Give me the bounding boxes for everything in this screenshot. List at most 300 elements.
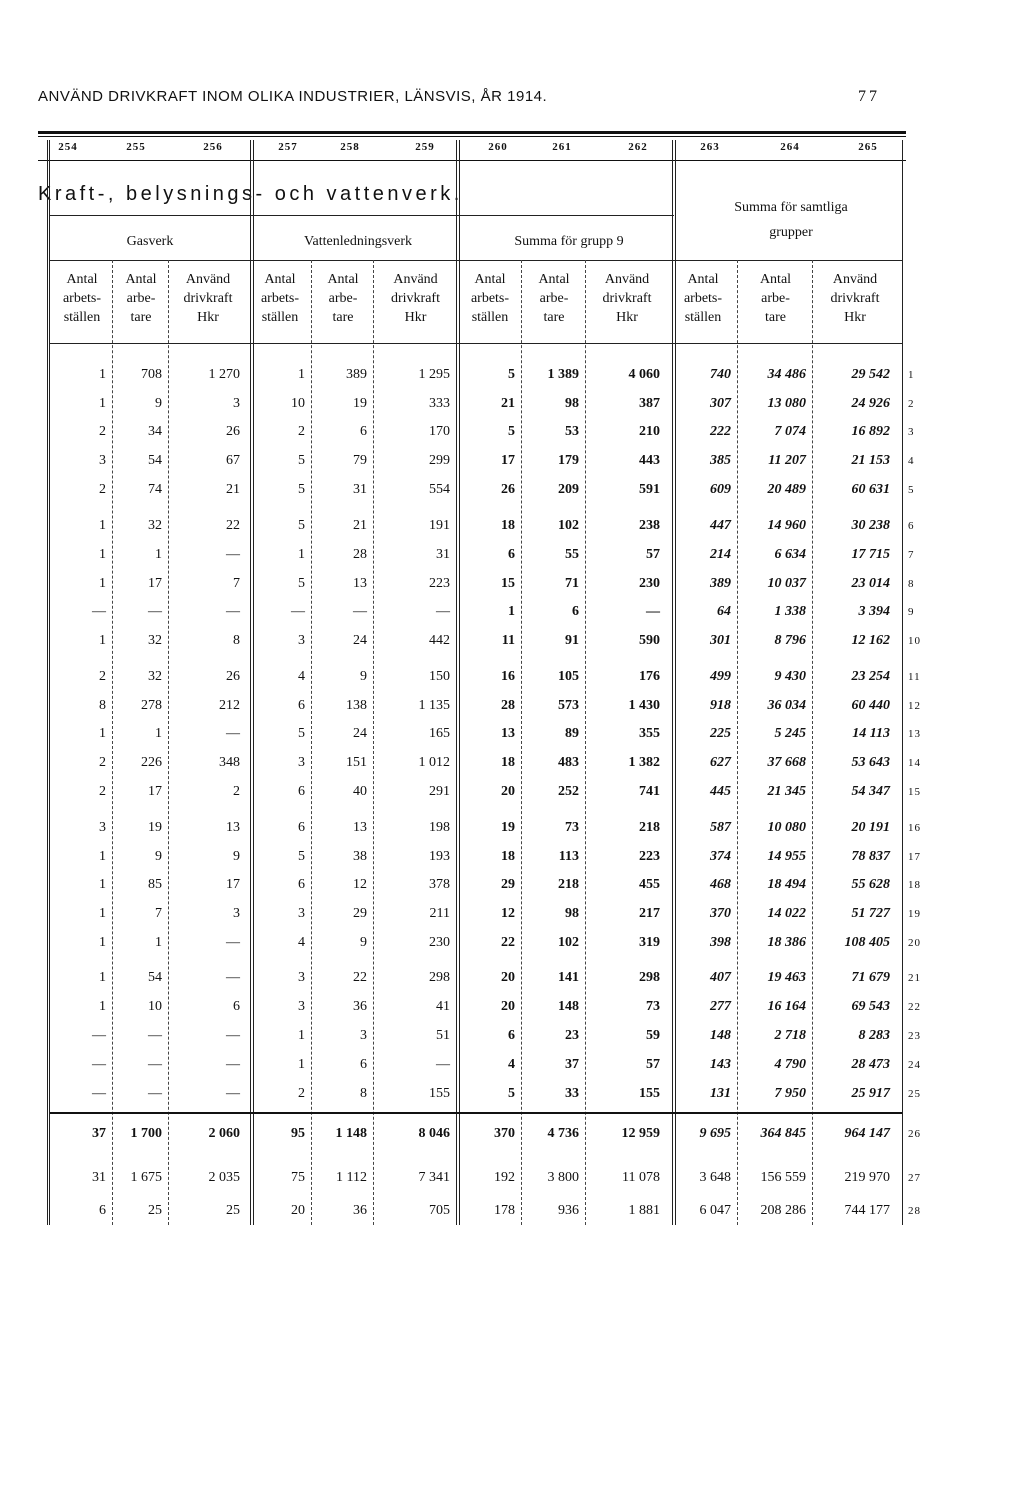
table-cell: 89	[565, 726, 579, 741]
table-cell: —	[92, 1057, 106, 1072]
table-cell: 13	[353, 820, 367, 835]
column-header	[313, 270, 373, 327]
table-cell: 20 191	[851, 820, 890, 835]
table-cell: 55 628	[851, 877, 890, 892]
table-cell: 53	[565, 424, 579, 439]
table-cell: 8	[233, 633, 240, 648]
table-cell: 5	[508, 367, 515, 382]
column-header-line: Använd	[604, 272, 650, 287]
table-cell: 170	[429, 424, 450, 439]
table-cell: 319	[639, 935, 660, 950]
table-cell: 1	[99, 367, 106, 382]
table-cell: —	[92, 1028, 106, 1043]
table-cell: 12 959	[621, 1126, 660, 1141]
column-header-line: Antal	[327, 272, 359, 287]
table-cell: 155	[429, 1086, 450, 1101]
table-cell: 9 430	[774, 669, 806, 684]
table-cell: 179	[558, 453, 579, 468]
table-cell: 278	[141, 698, 162, 713]
table-cell: 59	[646, 1028, 660, 1043]
table-cell: 5	[298, 849, 305, 864]
table-cell: —	[226, 604, 240, 619]
table-cell: —	[92, 604, 106, 619]
colnum: 260	[488, 141, 508, 153]
row-number: 15	[908, 786, 921, 798]
table-cell: 71 679	[851, 970, 890, 985]
table-cell: 238	[639, 518, 660, 533]
table-cell: 37	[565, 1057, 579, 1072]
table-cell: —	[436, 604, 450, 619]
table-cell: 3	[99, 820, 106, 835]
row-number: 19	[908, 908, 921, 920]
table-cell: 378	[429, 877, 450, 892]
table-cell: 14 022	[767, 906, 806, 921]
table-cell: 25	[226, 1203, 240, 1218]
table-cell: 1 135	[418, 698, 450, 713]
column-header-line: Använd	[185, 272, 231, 287]
table-cell: 28	[353, 547, 367, 562]
table-cell: 57	[646, 547, 660, 562]
table-cell: 2	[233, 784, 240, 799]
table-cell: 6	[360, 424, 367, 439]
table-cell: 24	[353, 726, 367, 741]
table-cell: 150	[429, 669, 450, 684]
table-cell: 69 543	[851, 999, 890, 1014]
table-cell: —	[226, 970, 240, 985]
table-cell: 4 736	[547, 1126, 579, 1141]
table-cell: 21 345	[767, 784, 806, 799]
table-cell: 3	[298, 755, 305, 770]
table-cell: 29	[501, 877, 515, 892]
row-number: 18	[908, 879, 921, 891]
table-cell: 2	[298, 1086, 305, 1101]
colnum: 255	[126, 141, 146, 153]
table-cell: 1 700	[130, 1126, 162, 1141]
table-cell: 16	[501, 669, 515, 684]
table-cell: 178	[494, 1203, 515, 1218]
table-cell: 148	[710, 1028, 731, 1043]
column-header-line: arbe-	[539, 291, 569, 306]
table-cell: 7	[155, 906, 162, 921]
colnum: 262	[628, 141, 648, 153]
table-cell: 7 074	[774, 424, 806, 439]
table-cell: 30 238	[851, 518, 890, 533]
column-header-line: Antal	[538, 272, 570, 287]
column-header-line: Antal	[264, 272, 296, 287]
table-cell: 74	[148, 482, 162, 497]
table-cell: 16 164	[767, 999, 806, 1014]
table-cell: 9	[155, 849, 162, 864]
table-cell: 3	[298, 970, 305, 985]
column-header	[170, 270, 246, 327]
totals-rule	[50, 1112, 902, 1114]
table-cell: 627	[710, 755, 731, 770]
colnum: 254	[58, 141, 78, 153]
table-cell: 587	[710, 820, 731, 835]
table-cell: 131	[710, 1086, 731, 1101]
table-cell: 37	[92, 1126, 106, 1141]
table-cell: 4 060	[628, 367, 660, 382]
table-cell: —	[148, 1028, 162, 1043]
table-cell: 22	[226, 518, 240, 533]
table-cell: 20	[501, 999, 515, 1014]
table-cell: 3	[233, 906, 240, 921]
table-cell: 8	[99, 698, 106, 713]
column-header	[588, 270, 666, 327]
table-cell: 389	[710, 576, 731, 591]
page-number: 77	[858, 88, 880, 105]
table-cell: 1 012	[418, 755, 450, 770]
table-cell: 31	[353, 482, 367, 497]
table-cell: 230	[639, 576, 660, 591]
table-cell: 34	[148, 424, 162, 439]
table-cell: 13	[501, 726, 515, 741]
column-header-line: tare	[332, 310, 354, 325]
row-number: 5	[908, 484, 915, 496]
table-cell: 4	[508, 1057, 515, 1072]
table-cell: 13 080	[767, 396, 806, 411]
table-cell: 7 950	[774, 1086, 806, 1101]
table-cell: 2 718	[774, 1028, 806, 1043]
column-header-line: drivkraft	[391, 291, 440, 306]
row-number: 16	[908, 822, 921, 834]
table-cell: 4 790	[774, 1057, 806, 1072]
table-cell: 5	[508, 1086, 515, 1101]
table-cell: 8 796	[774, 633, 806, 648]
table-cell: 1	[99, 970, 106, 985]
top-rule	[38, 131, 906, 134]
table-cell: 1 430	[628, 698, 660, 713]
row-number: 14	[908, 757, 921, 769]
row-number: 8	[908, 578, 915, 590]
table-cell: 28 473	[851, 1057, 890, 1072]
table-cell: 1	[155, 935, 162, 950]
table-cell: 1	[99, 518, 106, 533]
table-cell: 193	[429, 849, 450, 864]
table-cell: 36	[353, 999, 367, 1014]
table-cell: 573	[558, 698, 579, 713]
column-header-line: arbets-	[470, 291, 510, 306]
table-cell: 6	[298, 698, 305, 713]
table-cell: 212	[219, 698, 240, 713]
table-cell: 1	[508, 604, 515, 619]
colnum: 264	[780, 141, 800, 153]
table-cell: 590	[639, 633, 660, 648]
row-number: 17	[908, 851, 921, 863]
table-cell: 9	[360, 935, 367, 950]
column-header	[814, 270, 896, 327]
column-header-line: tare	[130, 310, 152, 325]
table-cell: 5	[508, 424, 515, 439]
table-cell: 11	[501, 633, 515, 648]
row-number: 1	[908, 369, 915, 381]
table-cell: 11 207	[768, 453, 806, 468]
table-cell: 71	[565, 576, 579, 591]
table-cell: 23 254	[851, 669, 890, 684]
column-header-line: Använd	[393, 272, 438, 287]
group-gasverk: Gasverk	[126, 234, 174, 249]
table-cell: 17	[148, 784, 162, 799]
table-cell: 445	[710, 784, 731, 799]
table-cell: 15	[501, 576, 515, 591]
table-cell: 219 970	[844, 1170, 890, 1185]
column-header	[739, 270, 812, 327]
table-cell: 609	[710, 482, 731, 497]
row-number: 21	[908, 972, 921, 984]
table-cell: 1 295	[418, 367, 450, 382]
table-cell: 55	[565, 547, 579, 562]
table-cell: 1 338	[774, 604, 806, 619]
table-cell: 936	[558, 1203, 579, 1218]
table-cell: 740	[710, 367, 731, 382]
table-cell: 18 386	[767, 935, 806, 950]
table-cell: 40	[353, 784, 367, 799]
table-cell: 23	[565, 1028, 579, 1043]
table-cell: 1 675	[130, 1170, 162, 1185]
column-header-line: Antal	[125, 272, 157, 287]
table-cell: 143	[710, 1057, 731, 1072]
table-cell: 26	[501, 482, 515, 497]
table-cell: 3 800	[547, 1170, 579, 1185]
table-cell: 192	[494, 1170, 515, 1185]
table-cell: 1 270	[208, 367, 240, 382]
row-number: 28	[908, 1205, 921, 1217]
table-cell: 26	[226, 424, 240, 439]
table-cell: 26	[226, 669, 240, 684]
table-cell: —	[148, 604, 162, 619]
row-number: 23	[908, 1030, 921, 1042]
table-cell: 741	[639, 784, 660, 799]
table-cell: 455	[639, 877, 660, 892]
table-cell: 554	[429, 482, 450, 497]
table-cell: 14 960	[767, 518, 806, 533]
table-cell: 6	[572, 604, 579, 619]
table-cell: 54	[148, 970, 162, 985]
table-cell: 32	[148, 518, 162, 533]
table-cell: 36 034	[767, 698, 806, 713]
table-cell: 1 881	[628, 1203, 660, 1218]
table-cell: 29 542	[851, 367, 890, 382]
table-cell: 1	[298, 1057, 305, 1072]
colnum: 258	[340, 141, 360, 153]
table-cell: 12 162	[851, 633, 890, 648]
table-cell: 9	[155, 396, 162, 411]
table-cell: 223	[429, 576, 450, 591]
colnum-rule	[38, 160, 906, 161]
row-number: 20	[908, 937, 921, 949]
column-header-line: Antal	[759, 272, 792, 287]
column-header-line: Antal	[474, 272, 506, 287]
table-cell: 218	[639, 820, 660, 835]
table-cell: 217	[639, 906, 660, 921]
table-cell: —	[353, 604, 367, 619]
table-cell: 2 060	[208, 1126, 240, 1141]
column-header-line: Antal	[66, 272, 98, 287]
table-cell: 499	[710, 669, 731, 684]
table-cell: 54 347	[851, 784, 890, 799]
column-header	[375, 270, 456, 327]
column-header-line: Använd	[832, 272, 878, 287]
table-cell: 95	[291, 1126, 305, 1141]
table-cell: 443	[639, 453, 660, 468]
group-summa9: Summa för grupp 9	[514, 234, 624, 249]
table-cell: 2	[99, 482, 106, 497]
table-cell: 483	[558, 755, 579, 770]
table-cell: 17	[148, 576, 162, 591]
table-cell: 20	[501, 970, 515, 985]
table-cell: 51 727	[851, 906, 890, 921]
row-number: 3	[908, 426, 915, 438]
table-cell: 3	[99, 453, 106, 468]
table-cell: 3	[233, 396, 240, 411]
table-cell: 374	[710, 849, 731, 864]
table-cell: 24 926	[851, 396, 890, 411]
table-cell: 1	[99, 396, 106, 411]
row-number: 25	[908, 1088, 921, 1100]
table-cell: 387	[639, 396, 660, 411]
table-cell: 252	[558, 784, 579, 799]
table-cell: 2	[99, 755, 106, 770]
table-cell: 1	[99, 999, 106, 1014]
colnum: 265	[858, 141, 878, 153]
table-cell: 1	[99, 906, 106, 921]
table-cell: 398	[710, 935, 731, 950]
row-number: 10	[908, 635, 921, 647]
table-cell: —	[148, 1086, 162, 1101]
table-cell: 3	[360, 1028, 367, 1043]
table-cell: 6	[99, 1203, 106, 1218]
table-cell: 6	[508, 547, 515, 562]
table-cell: 23 014	[851, 576, 890, 591]
column-numbers	[38, 138, 906, 160]
table-cell: 64	[717, 604, 731, 619]
table-cell: 705	[429, 1203, 450, 1218]
table-cell: 21 153	[851, 453, 890, 468]
section-title: Kraft-, belysnings- och vattenverk.	[38, 183, 463, 205]
table-cell: 1 148	[335, 1126, 367, 1141]
table-cell: 2	[99, 424, 106, 439]
table-cell: 222	[710, 424, 731, 439]
table-cell: 9	[360, 669, 367, 684]
column-header-line: ställen	[261, 310, 299, 325]
table-cell: 918	[710, 698, 731, 713]
table-cell: 1	[99, 849, 106, 864]
table-cell: 230	[429, 935, 450, 950]
table-cell: 37 668	[767, 755, 806, 770]
table-cell: 13	[353, 576, 367, 591]
table-cell: 10 080	[767, 820, 806, 835]
column-header-line: ställen	[471, 310, 509, 325]
table-cell: —	[436, 1057, 450, 1072]
table-cell: 14 955	[767, 849, 806, 864]
column-header-line: Hkr	[404, 310, 427, 325]
table-cell: —	[226, 1086, 240, 1101]
table-cell: 78 837	[851, 849, 890, 864]
table-cell: 5	[298, 453, 305, 468]
table-cell: 10 037	[767, 576, 806, 591]
table-cell: 6 634	[774, 547, 806, 562]
table-cell: 5	[298, 726, 305, 741]
table-cell: 218	[558, 877, 579, 892]
table-cell: 10	[148, 999, 162, 1014]
row-number: 22	[908, 1001, 921, 1013]
table-cell: 155	[639, 1086, 660, 1101]
table-cell: 3 394	[858, 604, 890, 619]
table-cell: 17 715	[851, 547, 890, 562]
table-cell: 385	[710, 453, 731, 468]
table-cell: 1	[298, 547, 305, 562]
table-cell: 333	[429, 396, 450, 411]
colnum: 259	[415, 141, 435, 153]
table-cell: 141	[558, 970, 579, 985]
table-cell: 6	[298, 877, 305, 892]
table-cell: 8 046	[418, 1126, 450, 1141]
column-header-line: tare	[543, 310, 565, 325]
table-cell: —	[148, 1057, 162, 1072]
row-number: 12	[908, 700, 921, 712]
row-number: 27	[908, 1172, 921, 1184]
table-cell: 36	[353, 1203, 367, 1218]
table-cell: 85	[148, 877, 162, 892]
table-cell: 79	[353, 453, 367, 468]
table-cell: 1	[298, 1028, 305, 1043]
table-cell: 156 559	[760, 1170, 806, 1185]
column-header-line: Hkr	[197, 310, 219, 325]
table-cell: 3	[298, 906, 305, 921]
left-border-2	[47, 140, 48, 1225]
table-cell: 355	[639, 726, 660, 741]
table-cell: 7	[233, 576, 240, 591]
table-cell: 165	[429, 726, 450, 741]
table-cell: 60 440	[851, 698, 890, 713]
table-cell: 1	[155, 726, 162, 741]
row-number: 13	[908, 728, 921, 740]
table-cell: 25 917	[851, 1086, 890, 1101]
table-cell: 1	[99, 547, 106, 562]
table-cell: 209	[558, 482, 579, 497]
table-cell: 348	[219, 755, 240, 770]
column-header-line: arbe-	[761, 291, 790, 306]
table-cell: 6	[233, 999, 240, 1014]
table-cell: 11 078	[622, 1170, 660, 1185]
table-cell: 19	[353, 396, 367, 411]
table-cell: 301	[710, 633, 731, 648]
column-header-line: drivkraft	[183, 291, 233, 306]
table-cell: 19	[148, 820, 162, 835]
table-cell: 5	[298, 518, 305, 533]
table-cell: 21	[353, 518, 367, 533]
table-cell: 198	[429, 820, 450, 835]
table-cell: 14 113	[852, 726, 890, 741]
table-cell: 2 035	[208, 1170, 240, 1185]
row-number: 6	[908, 520, 915, 532]
table-cell: 29	[353, 906, 367, 921]
row-number: 9	[908, 606, 915, 618]
table-cell: 67	[226, 453, 240, 468]
table-cell: 1 389	[547, 367, 579, 382]
column-header-line: arbe-	[328, 291, 358, 306]
table-cell: 370	[710, 906, 731, 921]
table-cell: 7 341	[418, 1170, 450, 1185]
column-header-line: Hkr	[616, 310, 638, 325]
table-cell: 31	[92, 1170, 106, 1185]
table-cell: 9	[233, 849, 240, 864]
table-cell: 102	[558, 518, 579, 533]
row-number: 4	[908, 455, 915, 467]
table-cell: 17	[501, 453, 515, 468]
table-cell: 1	[99, 576, 106, 591]
table-cell: 18 494	[767, 877, 806, 892]
